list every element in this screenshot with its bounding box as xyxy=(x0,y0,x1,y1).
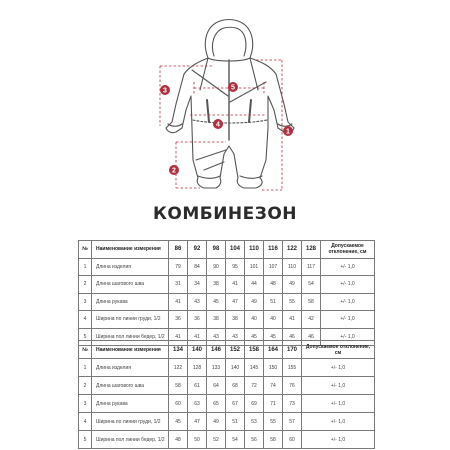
row-value: 43 xyxy=(188,293,207,311)
row-value: 42 xyxy=(302,311,321,329)
page-title: КОМБИНЕЗОН xyxy=(152,204,298,224)
row-name: Ширина пол линии бедер, 1/2 xyxy=(92,328,169,346)
row-name: Длина рукава xyxy=(92,293,169,311)
row-value: 41 xyxy=(226,276,245,294)
row-value: 60 xyxy=(169,395,188,413)
header-tolerance: Допускаемое отклонение, см xyxy=(321,241,375,259)
row-value: 38 xyxy=(226,311,245,329)
row-value: 44 xyxy=(245,276,264,294)
row-value: 36 xyxy=(188,311,207,329)
header-size: 164 xyxy=(264,341,283,359)
row-value: 117 xyxy=(302,258,321,276)
row-num: 5 xyxy=(79,431,92,449)
row-value: 60 xyxy=(283,431,302,449)
table-row xyxy=(79,258,375,276)
row-value: 36 xyxy=(169,311,188,329)
table-row xyxy=(79,431,375,449)
header-num: № xyxy=(79,341,92,359)
row-value: 49 xyxy=(207,413,226,431)
size-table-large xyxy=(78,340,375,449)
header-size: 116 xyxy=(264,241,283,259)
row-value: 47 xyxy=(226,293,245,311)
row-value: 40 xyxy=(245,311,264,329)
row-tolerance: +/- 1,0 xyxy=(302,413,375,431)
header-name: Наименование измерения xyxy=(92,341,169,359)
row-value: 40 xyxy=(264,311,283,329)
row-name: Длина изделия xyxy=(92,258,169,276)
svg-text:1: 1 xyxy=(286,128,290,136)
header-size: 128 xyxy=(302,241,321,259)
header-size: 98 xyxy=(207,241,226,259)
row-value: 45 xyxy=(245,328,264,346)
row-name: Длина изделия xyxy=(92,359,169,377)
row-value: 110 xyxy=(283,258,302,276)
row-value: 150 xyxy=(264,359,283,377)
row-value: 54 xyxy=(226,431,245,449)
svg-text:3: 3 xyxy=(163,87,167,95)
row-value: 54 xyxy=(302,276,321,294)
row-value: 95 xyxy=(226,258,245,276)
row-value: 41 xyxy=(188,328,207,346)
row-value: 43 xyxy=(207,328,226,346)
row-name: Длина рукава xyxy=(92,395,169,413)
header-size: 140 xyxy=(188,341,207,359)
measure-marker-1 xyxy=(283,126,293,136)
header-size: 122 xyxy=(283,241,302,259)
row-value: 55 xyxy=(264,413,283,431)
header-name: Наименование измерения xyxy=(92,241,169,259)
row-tolerance: +/- 1,0 xyxy=(302,395,375,413)
measure-marker-3 xyxy=(160,85,170,95)
row-value: 69 xyxy=(245,395,264,413)
row-tolerance: +/- 1,0 xyxy=(321,293,375,311)
row-value: 38 xyxy=(207,276,226,294)
row-tolerance: +/- 1,0 xyxy=(321,276,375,294)
table-row xyxy=(79,311,375,329)
row-value: 90 xyxy=(207,258,226,276)
row-value: 55 xyxy=(283,293,302,311)
row-value: 107 xyxy=(264,258,283,276)
row-value: 46 xyxy=(302,328,321,346)
row-value: 51 xyxy=(264,293,283,311)
row-value: 58 xyxy=(264,431,283,449)
row-value: 53 xyxy=(245,413,264,431)
row-value: 63 xyxy=(188,395,207,413)
measure-marker-2 xyxy=(169,165,179,175)
row-value: 34 xyxy=(188,276,207,294)
row-value: 71 xyxy=(264,395,283,413)
row-tolerance: +/- 1,0 xyxy=(302,431,375,449)
row-value: 67 xyxy=(226,395,245,413)
table-row xyxy=(79,395,375,413)
row-name: Ширина по линии груди, 1/2 xyxy=(92,311,169,329)
row-value: 74 xyxy=(264,377,283,395)
row-value: 49 xyxy=(245,293,264,311)
header-size: 146 xyxy=(207,341,226,359)
row-value: 57 xyxy=(283,413,302,431)
row-tolerance: +/- 1,0 xyxy=(302,359,375,377)
row-num: 1 xyxy=(79,359,92,377)
row-value: 58 xyxy=(302,293,321,311)
measure-marker-5 xyxy=(228,82,238,92)
jumpsuit-diagram xyxy=(0,0,450,200)
row-value: 155 xyxy=(283,359,302,377)
row-value: 64 xyxy=(207,377,226,395)
row-value: 58 xyxy=(169,377,188,395)
row-value: 38 xyxy=(207,311,226,329)
row-value: 65 xyxy=(207,395,226,413)
row-num: 4 xyxy=(79,413,92,431)
row-value: 41 xyxy=(283,311,302,329)
table-row xyxy=(79,413,375,431)
header-size: 86 xyxy=(169,241,188,259)
row-num: 3 xyxy=(79,395,92,413)
row-value: 48 xyxy=(264,276,283,294)
row-tolerance: +/- 1,0 xyxy=(321,311,375,329)
header-size: 92 xyxy=(188,241,207,259)
row-value: 68 xyxy=(226,377,245,395)
row-value: 45 xyxy=(207,293,226,311)
row-name: Длина шагового шва xyxy=(92,377,169,395)
row-value: 122 xyxy=(169,359,188,377)
row-value: 52 xyxy=(207,431,226,449)
table-row xyxy=(79,377,375,395)
measure-marker-4 xyxy=(213,119,223,129)
row-value: 45 xyxy=(169,413,188,431)
row-value: 43 xyxy=(226,328,245,346)
row-value: 50 xyxy=(188,431,207,449)
table-row xyxy=(79,276,375,294)
row-value: 46 xyxy=(283,328,302,346)
row-value: 49 xyxy=(283,276,302,294)
row-value: 61 xyxy=(188,377,207,395)
row-value: 51 xyxy=(226,413,245,431)
row-tolerance: +/- 1,0 xyxy=(321,328,375,346)
table-row xyxy=(79,359,375,377)
header-size: 170 xyxy=(283,341,302,359)
row-value: 140 xyxy=(226,359,245,377)
row-tolerance: +/- 1,0 xyxy=(321,258,375,276)
row-value: 128 xyxy=(188,359,207,377)
header-size: 152 xyxy=(226,341,245,359)
hood-inner xyxy=(212,27,245,56)
header-size: 110 xyxy=(245,241,264,259)
row-num: 2 xyxy=(79,377,92,395)
row-value: 76 xyxy=(283,377,302,395)
header-size: 158 xyxy=(245,341,264,359)
row-value: 79 xyxy=(169,258,188,276)
header-size: 104 xyxy=(226,241,245,259)
svg-text:5: 5 xyxy=(231,84,235,92)
row-value: 48 xyxy=(169,431,188,449)
svg-text:2: 2 xyxy=(172,167,176,175)
row-num: 2 xyxy=(79,276,92,294)
svg-text:4: 4 xyxy=(216,121,220,129)
row-value: 41 xyxy=(169,293,188,311)
header-size: 134 xyxy=(169,341,188,359)
row-name: Длина шагового шва xyxy=(92,276,169,294)
row-value: 41 xyxy=(169,328,188,346)
table-header-row xyxy=(79,341,375,359)
row-name: Ширина по линии груди, 1/2 xyxy=(92,413,169,431)
row-value: 47 xyxy=(188,413,207,431)
size-table-small xyxy=(78,240,375,346)
row-value: 31 xyxy=(169,276,188,294)
header-num: № xyxy=(79,241,92,259)
table-row xyxy=(79,293,375,311)
row-value: 56 xyxy=(245,431,264,449)
row-value: 133 xyxy=(207,359,226,377)
row-value: 72 xyxy=(245,377,264,395)
row-num: 5 xyxy=(79,328,92,346)
row-num: 1 xyxy=(79,258,92,276)
header-tolerance: Допускаемое отклонение, см xyxy=(302,341,375,359)
row-value: 73 xyxy=(283,395,302,413)
row-value: 101 xyxy=(245,258,264,276)
row-value: 45 xyxy=(264,328,283,346)
row-value: 145 xyxy=(245,359,264,377)
row-num: 3 xyxy=(79,293,92,311)
row-num: 4 xyxy=(79,311,92,329)
row-name: Ширина пол линии бедер, 1/2 xyxy=(92,431,169,449)
row-value: 84 xyxy=(188,258,207,276)
table-header-row xyxy=(79,241,375,259)
row-tolerance: +/- 1,0 xyxy=(302,377,375,395)
